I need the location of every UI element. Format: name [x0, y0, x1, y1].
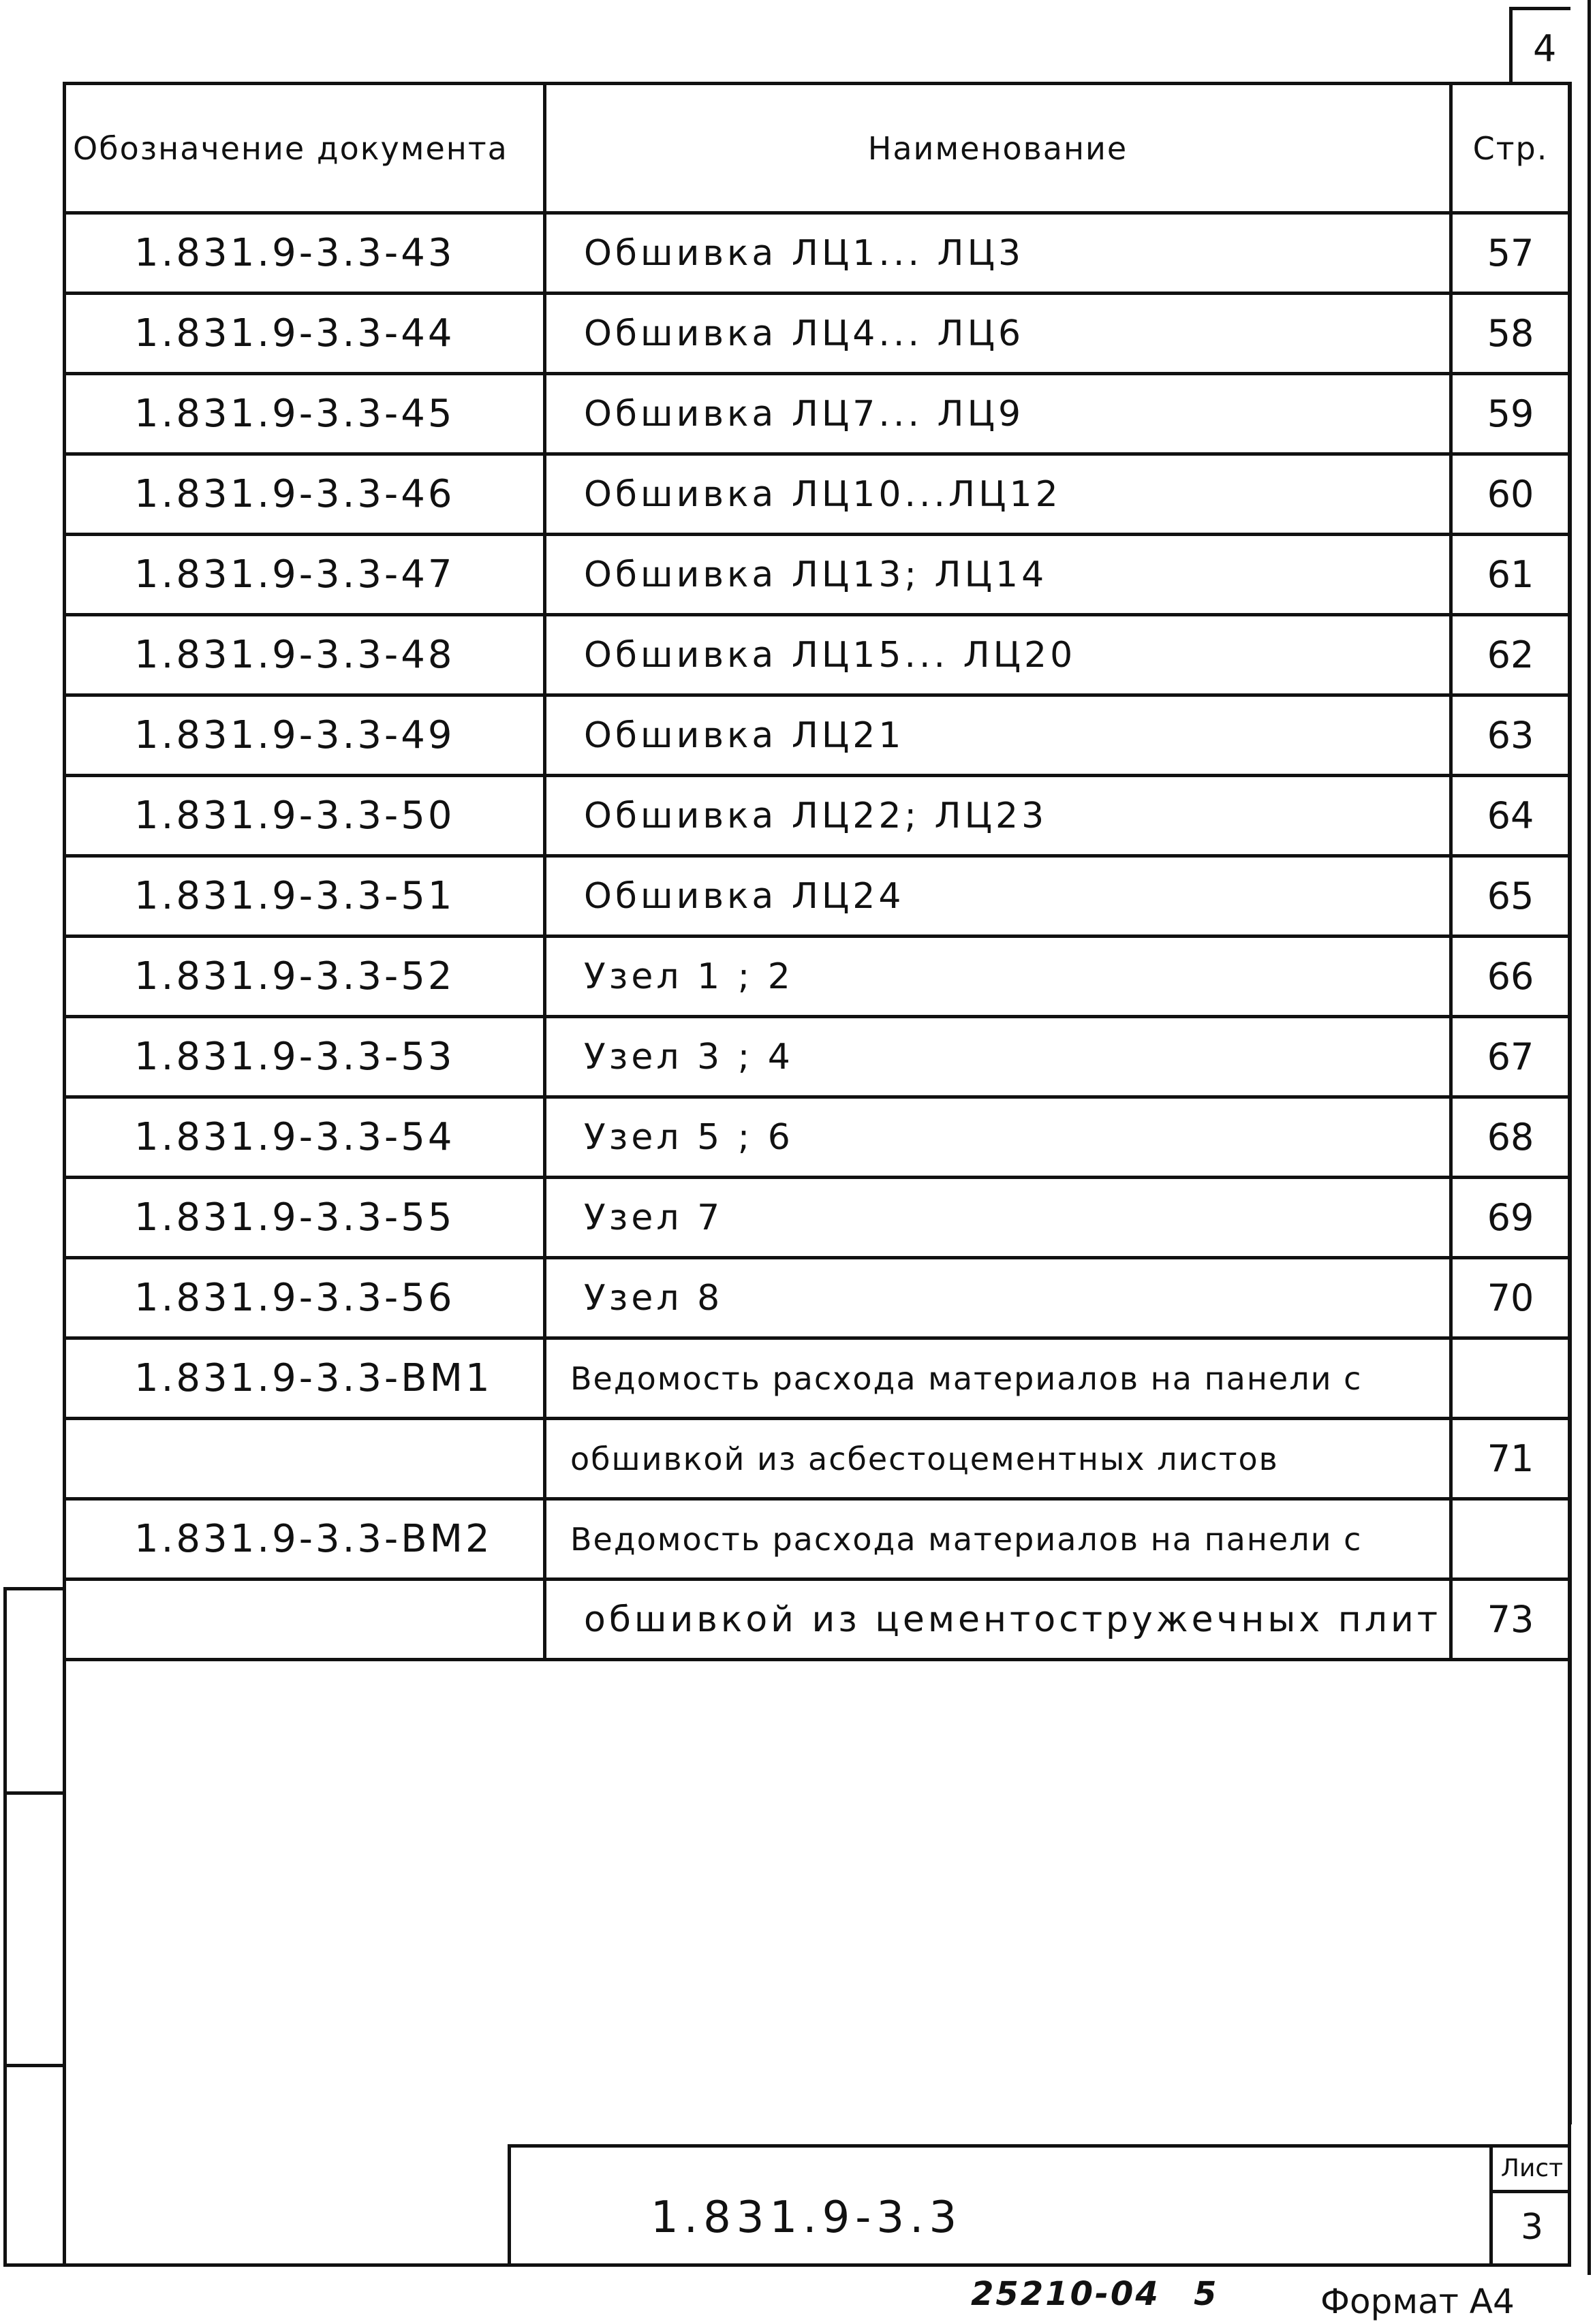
table-row: [65, 1580, 1570, 1660]
row-page-number: 60: [1451, 454, 1570, 535]
row-document-code: 1.831.9-3.3-54: [65, 1097, 545, 1178]
row-document-name: Обшивка ЛЦ1... ЛЦ3: [545, 213, 1451, 294]
row-page-number: 65: [1451, 856, 1570, 937]
title-block-document-code: 1.831.9-3.3: [651, 2193, 963, 2243]
row-document-code: 1.831.9-3.3-53: [65, 1017, 545, 1097]
header-page: Стр.: [1451, 84, 1570, 213]
binding-strip-left: [3, 1587, 7, 2267]
row-document-name: Обшивка ЛЦ13; ЛЦ14: [545, 535, 1451, 615]
table-row: [65, 615, 1570, 695]
row-document-code: 1.831.9-3.3-ВМ2: [65, 1499, 545, 1580]
row-document-name: Обшивка ЛЦ7... ЛЦ9: [545, 374, 1451, 454]
row-document-code: 1.831.9-3.3-45: [65, 374, 545, 454]
sheet-label: Лист: [1493, 2148, 1571, 2193]
row-page-number: 70: [1451, 1258, 1570, 1338]
table-row: [65, 937, 1570, 1017]
row-document-code: [65, 1419, 545, 1499]
row-page-number: 66: [1451, 937, 1570, 1017]
table-row: [65, 1499, 1570, 1580]
row-page-number: 69: [1451, 1178, 1570, 1258]
table-row: [65, 535, 1570, 615]
table-row: [65, 213, 1570, 294]
inventory-number: 25210-04: [971, 2275, 1160, 2313]
sheet-cell: [1489, 2148, 1571, 2267]
table-row: [65, 454, 1570, 535]
row-page-number: 62: [1451, 615, 1570, 695]
row-page-number: [1451, 1338, 1570, 1419]
format-label: Формат А4: [1320, 2282, 1515, 2321]
table-body: [65, 213, 1570, 2125]
row-document-name: обшивкой из асбестоцементных листов: [545, 1419, 1451, 1499]
row-document-code: 1.831.9-3.3-ВМ1: [65, 1338, 545, 1419]
row-page-number: 64: [1451, 776, 1570, 856]
row-document-code: 1.831.9-3.3-47: [65, 535, 545, 615]
table-row: [65, 1419, 1570, 1499]
table-row: [65, 695, 1570, 776]
row-document-name: Узел 3 ; 4: [545, 1017, 1451, 1097]
row-document-name: Ведомость расхода материалов на панели с: [545, 1338, 1451, 1419]
row-document-name: Обшивка ЛЦ24: [545, 856, 1451, 937]
row-document-code: 1.831.9-3.3-46: [65, 454, 545, 535]
row-document-code: 1.831.9-3.3-55: [65, 1178, 545, 1258]
row-page-number: 63: [1451, 695, 1570, 776]
row-document-name: Обшивка ЛЦ22; ЛЦ23: [545, 776, 1451, 856]
row-document-code: 1.831.9-3.3-56: [65, 1258, 545, 1338]
row-page-number: [1451, 1499, 1570, 1580]
table-row: [65, 1338, 1570, 1419]
table-row: [65, 856, 1570, 937]
row-page-number: 71: [1451, 1419, 1570, 1499]
row-document-name: Ведомость расхода материалов на панели с: [545, 1499, 1451, 1580]
row-page-number: 67: [1451, 1017, 1570, 1097]
header-document-name: Наименование: [545, 84, 1451, 213]
row-document-name: Узел 1 ; 2: [545, 937, 1451, 1017]
row-document-name: Обшивка ЛЦ4... ЛЦ6: [545, 294, 1451, 374]
document-list-table: [63, 82, 1572, 2124]
row-document-code: 1.831.9-3.3-51: [65, 856, 545, 937]
row-document-code: 1.831.9-3.3-49: [65, 695, 545, 776]
table-empty-area: [65, 1660, 1570, 2125]
binding-strip-divider-2: [3, 2064, 65, 2067]
row-document-code: 1.831.9-3.3-44: [65, 294, 545, 374]
table-row: [65, 294, 1570, 374]
row-page-number: 59: [1451, 374, 1570, 454]
binding-strip-mark: [3, 1587, 65, 1590]
row-page-number: 57: [1451, 213, 1570, 294]
corner-page-box: [1509, 7, 1570, 82]
table-row: [65, 1178, 1570, 1258]
row-page-number: 68: [1451, 1097, 1570, 1178]
corner-page-number: 4: [1533, 27, 1557, 70]
row-document-code: 1.831.9-3.3-48: [65, 615, 545, 695]
row-document-name: Узел 8: [545, 1258, 1451, 1338]
row-document-name: обшивкой из цементостружечных плит: [545, 1580, 1451, 1660]
row-document-code: 1.831.9-3.3-52: [65, 937, 545, 1017]
row-page-number: 58: [1451, 294, 1570, 374]
row-document-name: Обшивка ЛЦ15... ЛЦ20: [545, 615, 1451, 695]
binding-strip-divider-1: [3, 1791, 65, 1795]
table-row: [65, 776, 1570, 856]
table-row: [65, 1097, 1570, 1178]
row-page-number: 73: [1451, 1580, 1570, 1660]
row-document-name: Узел 5 ; 6: [545, 1097, 1451, 1178]
empty-space: [65, 1660, 1570, 2125]
row-document-code: 1.831.9-3.3-50: [65, 776, 545, 856]
header-document-code: Обозначение документа: [65, 84, 545, 213]
table-row: [65, 1017, 1570, 1097]
table-row: [65, 374, 1570, 454]
frame-outer-right: [1588, 0, 1591, 2275]
title-block: [508, 2144, 1571, 2267]
row-document-code: [65, 1580, 545, 1660]
row-document-code: 1.831.9-3.3-43: [65, 213, 545, 294]
row-document-name: Узел 7: [545, 1178, 1451, 1258]
copy-number: 5: [1194, 2275, 1217, 2313]
sheet-number: 3: [1520, 2207, 1544, 2248]
row-document-name: Обшивка ЛЦ21: [545, 695, 1451, 776]
row-document-name: Обшивка ЛЦ10...ЛЦ12: [545, 454, 1451, 535]
row-page-number: 61: [1451, 535, 1570, 615]
table-header-row: [65, 84, 1570, 213]
table-row: [65, 1258, 1570, 1338]
